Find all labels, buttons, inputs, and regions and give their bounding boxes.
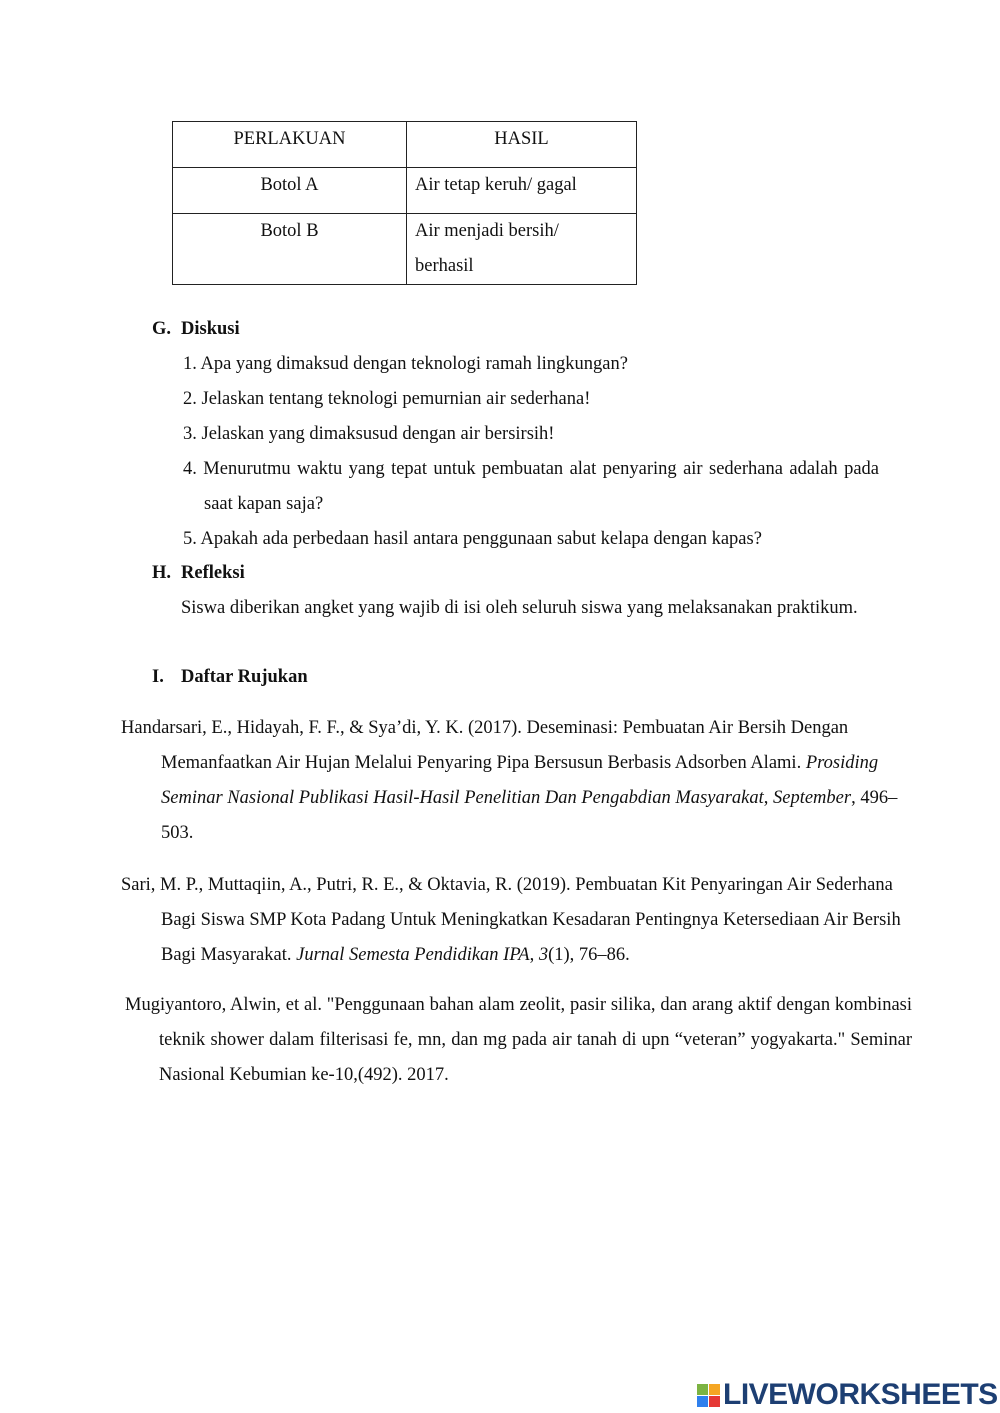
reference-item: Mugiyantoro, Alwin, et al. "Penggunaan bahan alam zeolit, pasir silika, dan arang aktif dengan kombinasi teknik shower dalam filterisasi fe, mn, dan mg pada air tanah di upn “veteran” yogyakarta." Seminar Nasional Kebumian ke-10,(492). 2017. bbox=[125, 995, 912, 1085]
list-item: 3. Jelaskan yang dimaksusud dengan air bersirsih! bbox=[183, 424, 555, 444]
table-cell: Air menjadi bersih/ berhasil bbox=[407, 214, 637, 285]
reference-source: 3 bbox=[538, 945, 549, 965]
list-item: 1. Apa yang dimaksud dengan teknologi ramah lingkungan? bbox=[183, 354, 628, 374]
reference-item bbox=[121, 868, 921, 973]
section-title: Daftar Rujukan bbox=[181, 667, 308, 687]
reference-text: (1), 76–86. bbox=[548, 945, 630, 965]
reference-text: , bbox=[529, 945, 539, 965]
table-row bbox=[173, 214, 637, 285]
results-table bbox=[172, 121, 637, 285]
reference-text: Handarsari, E., Hidayah, F. F., & Sya’di, Y. K. (2017). Deseminasi: Pembuatan Air Bersih Dengan Memanfaatkan Air Hujan Melalui Penyaring Pipa Bersusun Berbasis Adsorben Alami. bbox=[121, 718, 849, 773]
table-cell: Botol A bbox=[173, 168, 407, 214]
reference-item bbox=[121, 711, 906, 851]
table-header: HASIL bbox=[407, 122, 637, 168]
logo-icon bbox=[697, 1384, 720, 1407]
reference-text: , 496–503. bbox=[161, 788, 898, 843]
reference-source: Prosiding Seminar Nasional Publikasi Hasil-Hasil Penelitian Dan Pengabdian Masyarakat bbox=[161, 753, 879, 808]
section-letter: I. bbox=[152, 667, 164, 687]
reference-text: Sari, M. P., Muttaqiin, A., Putri, R. E., & Oktavia, R. (2019). Pembuatan Kit Penyaringan Air Sederhana Bagi Siswa SMP Kota Padang Untuk Meningkatkan Kesadaran Pentingnya Ketersediaan Air Bersih Bagi Masyarakat. bbox=[121, 875, 901, 965]
list-item: 2. Jelaskan tentang teknologi pemurnian air sederhana! bbox=[183, 389, 591, 409]
logo-text: LIVEWORKSHEETS bbox=[723, 1378, 998, 1411]
reference-source: September bbox=[773, 788, 852, 808]
section-letter: G. bbox=[152, 319, 172, 339]
table-cell: Air tetap keruh/ gagal bbox=[407, 168, 637, 214]
reference-source: Jurnal Semesta Pendidikan IPA bbox=[296, 945, 530, 965]
section-title: Refleksi bbox=[181, 563, 245, 583]
list-item: 4. Menurutmu waktu yang tepat untuk pembuatan alat penyaring air sederhana adalah pada saat kapan saja? bbox=[183, 459, 879, 514]
list-item: 5. Apakah ada perbedaan hasil antara penggunaan sabut kelapa dengan kapas? bbox=[183, 529, 762, 549]
table-header: PERLAKUAN bbox=[173, 122, 407, 168]
liveworksheets-logo bbox=[697, 1378, 998, 1412]
section-heading-diskusi bbox=[152, 312, 240, 347]
table-cell: Botol B bbox=[173, 214, 407, 285]
reference-text: , bbox=[763, 788, 773, 808]
section-heading-refleksi bbox=[152, 556, 245, 591]
reflection-text: Siswa diberikan angket yang wajib di isi oleh seluruh siswa yang melaksanakan praktikum. bbox=[181, 598, 858, 618]
section-title: Diskusi bbox=[181, 319, 240, 339]
table-header-row bbox=[173, 122, 637, 168]
section-letter: H. bbox=[152, 563, 172, 583]
table-row bbox=[173, 168, 637, 214]
discussion-list bbox=[183, 347, 883, 557]
section-heading-rujukan bbox=[152, 660, 308, 695]
